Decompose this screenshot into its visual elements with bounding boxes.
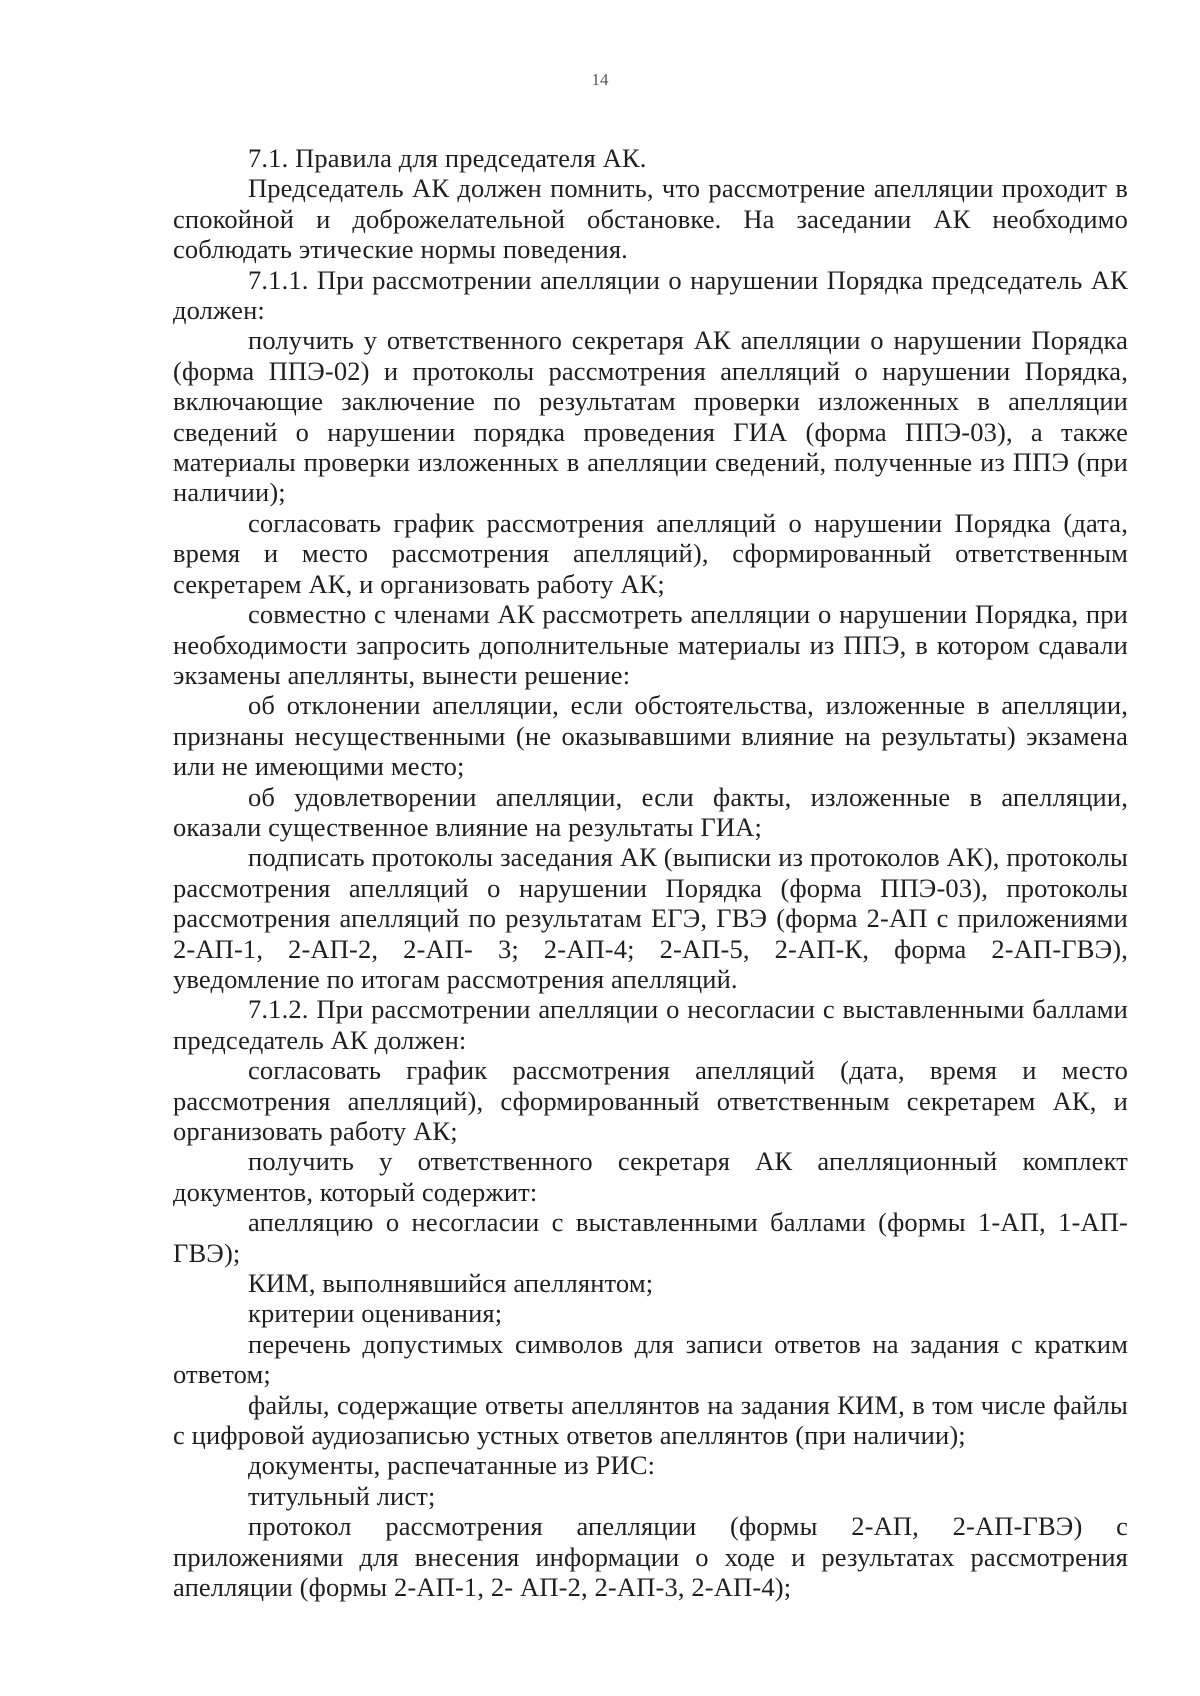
list-item-criteria: критерии оценивания; [248,1298,503,1329]
list-item-approve-schedule-2: согласовать график рассмотрения апелляций (дата, время и место рассмотрения апелляций), сформированный ответственным секретарем АК, и организовать работу АК; [173,1055,1128,1146]
list-item-review-appeals: совместно с членами АК рассмотреть апелляции о нарушении Порядка, при необходимости запросить дополнительные материалы из ППЭ, в котором сдавали экзамены апеллянты, вынести решение: [173,599,1128,690]
section-heading-7-1-1: 7.1.1. При рассмотрении апелляции о нарушении Порядка председатель АК должен: [173,264,1128,326]
section-heading-7-1-2: 7.1.2. При рассмотрении апелляции о несогласии с выставленными баллами председатель АК должен: [173,994,1128,1055]
list-item-receive-kit: получить у ответственного секретаря АК апелляционный комплект документов, который содержит: [173,1146,1128,1207]
list-item-ris-documents: документы, распечатанные из РИС: [248,1450,656,1481]
list-item-title-page: титульный лист; [248,1480,436,1511]
section-heading-7-1: 7.1. Правила для председателя АК. [248,143,647,173]
list-item-allowed-symbols: перечень допустимых символов для записи ответов на задания с кратким ответом; [173,1328,1128,1390]
list-item-sign-protocols: подписать протоколы заседания АК (выписки из протоколов АК), протоколы рассмотрения апелляций о нарушении Порядка (форма ППЭ-03), протоколы рассмотрения апелляций по результатам ЕГЭ, ГВЭ (форма 2-АП с приложениями 2-АП-1, 2-АП-2, 2-АП- 3; 2-АП-4; 2-АП-5, 2-АП-К, форма 2-АП-ГВЭ), уведомление по итогам рассмотрения апелляций. [173,842,1128,994]
list-item-satisfy-appeal: об удовлетворении апелляции, если факты, изложенные в апелляции, оказали существенное влияние на результаты ГИА; [173,781,1128,842]
paragraph-chair-conduct: Председатель АК должен помнить, что рассмотрение апелляции проходит в спокойной и доброжелательной обстановке. На заседании АК необходимо соблюдать этические нормы поведения. [173,173,1128,265]
list-item-kim: КИМ, выполнявшийся апеллянтом; [248,1268,654,1299]
page-number: 14 [591,70,609,89]
list-item-reject-appeal: об отклонении апелляции, если обстоятельства, изложенные в апелляции, признаны несущественными (не оказывавшими влияние на результаты) экзамена или не имеющими место; [173,690,1128,782]
list-item-approve-schedule: согласовать график рассмотрения апелляций о нарушении Порядка (дата, время и место рассмотрения апелляций), сформированный ответственным секретарем АК, и организовать работу АК; [173,507,1128,599]
list-item-appeal-form: апелляцию о несогласии с выставленными баллами (формы 1-АП, 1-АП-ГВЭ); [173,1207,1128,1268]
list-item-answer-files: файлы, содержащие ответы апеллянтов на задания КИМ, в том числе файлы с цифровой аудиозаписью устных ответов апеллянтов (при наличии); [173,1389,1128,1451]
list-item-review-protocol: протокол рассмотрения апелляции (формы 2-АП, 2-АП-ГВЭ) с приложениями для внесения информации о ходе и результатах рассмотрения апелляции (формы 2-АП-1, 2- АП-2, 2-АП-3, 2-АП-4); [173,1511,1128,1603]
list-item-receive-appeals: получить у ответственного секретаря АК апелляции о нарушении Порядка (форма ППЭ-02) и протоколы рассмотрения апелляций о нарушении Порядка, включающие заключение по результатам проверки изложенных в апелляции сведений о нарушении порядка проведения ГИА (форма ППЭ-03), а также материалы проверки изложенных в апелляции сведений, полученные из ППЭ (при наличии); [173,325,1128,508]
document-body [173,143,1128,1603]
